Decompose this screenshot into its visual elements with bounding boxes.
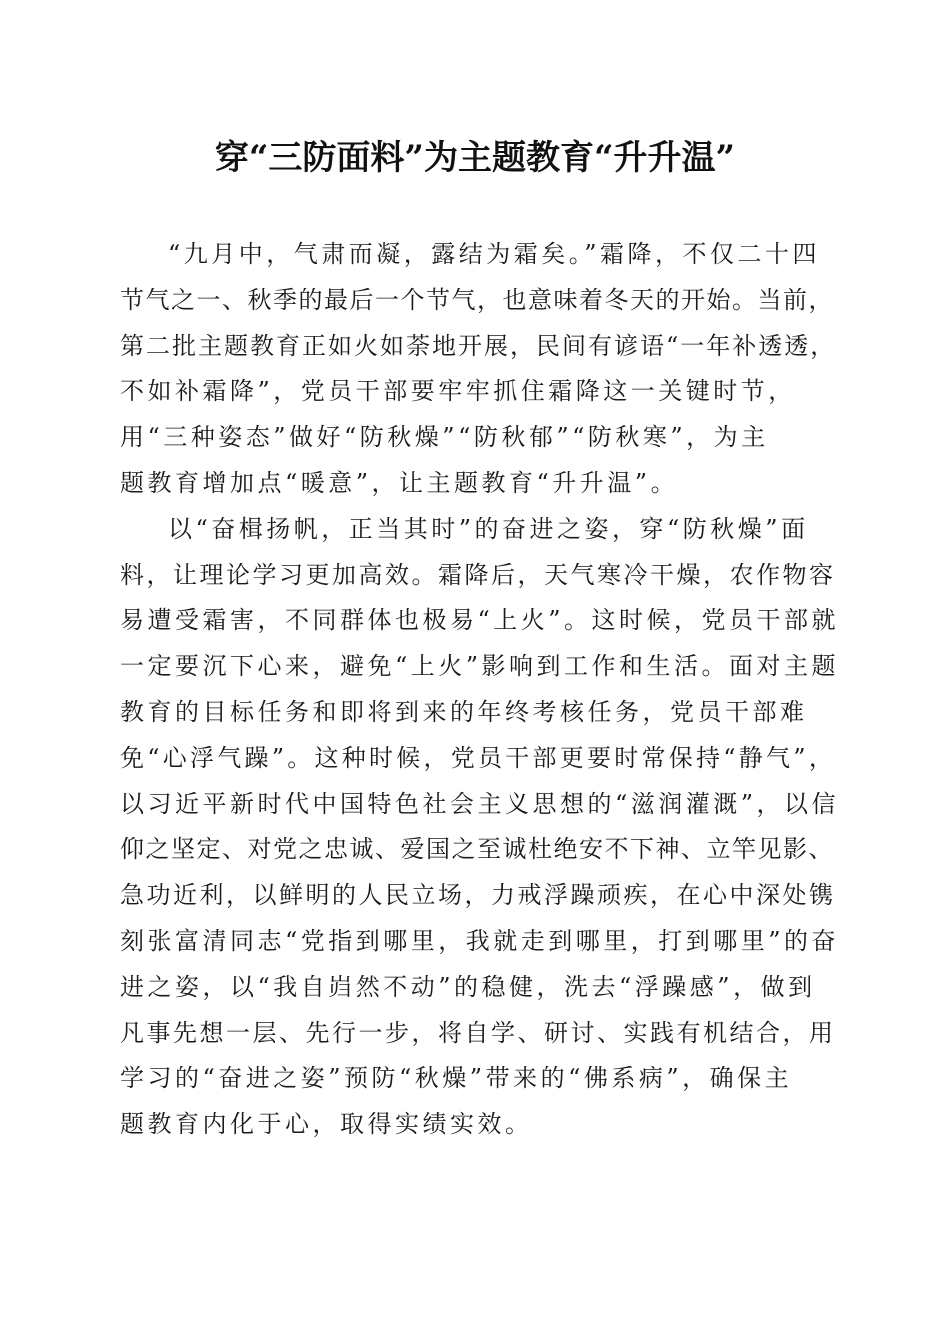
paragraph-1-line-6: 题教育增加点“暖意”，让主题教育“升升温”。	[120, 468, 679, 497]
paragraph-2-line-14: 题教育内化于心，取得实绩实效。	[120, 1110, 533, 1139]
paragraph-2-line-3: 易遭受霜害，不同群体也极易“上火”。这时候，党员干部就	[120, 606, 840, 635]
paragraph-1-line-4: 不如补霜降”，党员干部要牢牢抓住霜降这一关键时节，	[120, 377, 796, 406]
paragraph-2-line-13: 学习的“奋进之姿”预防“秋燥”带来的“佛系病”，确保主	[120, 1064, 793, 1093]
paragraph-2-line-10: 刻张富清同志“党指到哪里，我就走到哪里，打到哪里”的奋	[120, 926, 840, 955]
paragraph-1-line-3: 第二批主题教育正如火如荼地开展，民间有谚语“一年补透透，	[120, 331, 837, 360]
paragraph-2-line-12: 凡事先想一层、先行一步，将自学、研讨、实践有机结合，用	[120, 1018, 836, 1047]
paragraph-2-line-5: 教育的目标任务和即将到来的年终考核任务，党员干部难	[120, 697, 808, 726]
paragraph-2-line-4: 一定要沉下心来，避免“上火”影响到工作和生活。面对主题	[120, 652, 840, 681]
paragraph-2-line-9: 急功近利，以鲜明的人民立场，力戒浮躁顽疾，在心中深处镌	[120, 881, 836, 910]
paragraph-1-line-2: 节气之一、秋季的最后一个节气，也意味着冬天的开始。当前，	[120, 285, 834, 314]
document-title: 穿“三防面料”为主题教育“升升温”	[214, 138, 736, 178]
paragraph-2-line-6: 免“心浮气躁”。这种时候，党员干部更要时常保持“静气”，	[120, 743, 837, 772]
paragraph-1-line-1: “九月中，气肃而凝，露结为霜矣。”霜降，不仅二十四	[168, 240, 821, 268]
paragraph-2-line-2: 料，让理论学习更加高效。霜降后，天气寒冷干燥，农作物容	[120, 560, 836, 589]
paragraph-2-line-8: 仰之坚定、对党之忠诚、爱国之至诚杜绝安不下神、立竿见影、	[120, 835, 834, 864]
paragraph-1-line-5: 用“三种姿态”做好“防秋燥”“防秋郁”“防秋寒”，为主	[120, 423, 769, 452]
paragraph-2-line-1: 以“奋楫扬帆，正当其时”的奋进之姿，穿“防秋燥”面	[168, 514, 809, 543]
paragraph-2-line-11: 进之姿，以“我自岿然不动”的稳健，洗去“浮躁感”，做到	[120, 972, 816, 1001]
paragraph-2-line-7: 以习近平新时代中国特色社会主义思想的“滋润灌溉”，以信	[120, 789, 840, 818]
document-body	[120, 232, 840, 1148]
